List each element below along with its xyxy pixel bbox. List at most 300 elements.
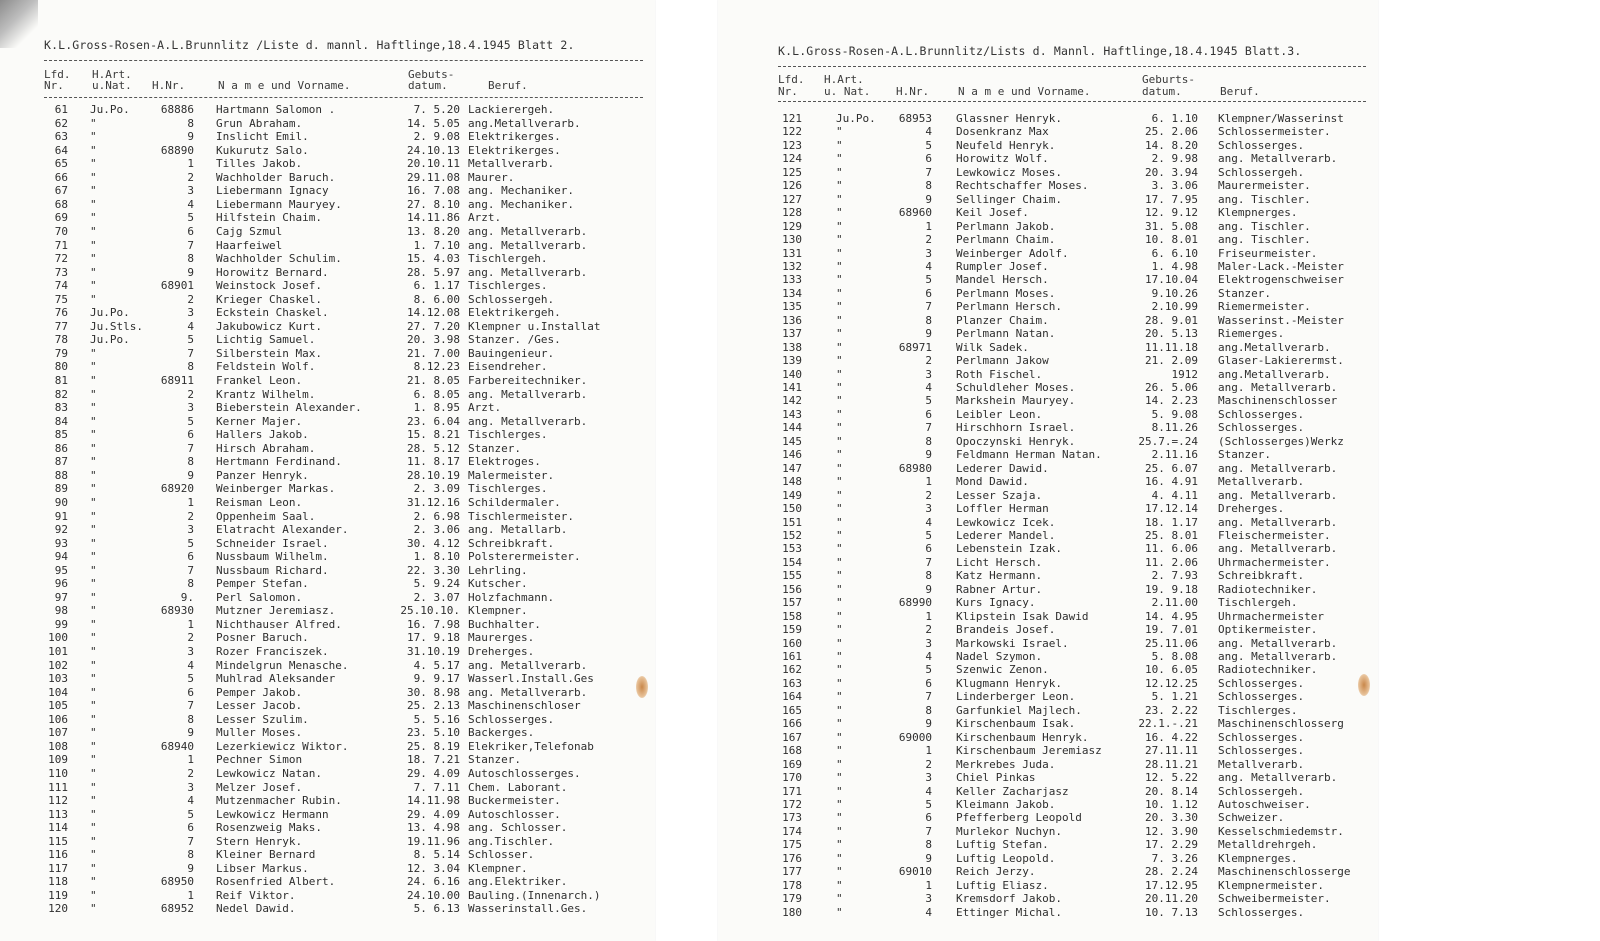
prisoner-number: 8 — [187, 455, 194, 469]
birth-date: 1912 — [1171, 367, 1198, 381]
birth-date: 25. 6.07 — [1145, 461, 1198, 475]
birth-date: 25.10.10. — [400, 604, 460, 618]
row-number: 169 — [782, 757, 802, 771]
table-row — [718, 569, 1378, 582]
prisoner-category: " — [90, 184, 97, 198]
prisoner-category: " — [836, 703, 843, 717]
prisoner-category: " — [90, 753, 97, 767]
row-number: 66 — [54, 170, 68, 184]
table-row — [0, 835, 655, 848]
birth-date: 17.12.95 — [1145, 878, 1198, 892]
table-row — [718, 448, 1378, 461]
prisoner-name: Melzer Josef. — [216, 780, 303, 794]
table-row — [718, 663, 1378, 676]
birth-date: 29. 4.09 — [407, 807, 460, 821]
birth-date: 19. 9.18 — [1145, 582, 1198, 596]
prisoner-category: " — [90, 888, 97, 902]
prisoner-category: " — [836, 730, 843, 744]
prisoner-name: Klugmann Henryk. — [956, 676, 1062, 690]
row-number: 63 — [54, 130, 68, 144]
prisoner-category: " — [836, 582, 843, 596]
row-number: 115 — [48, 834, 68, 848]
prisoner-name: Keil Josef. — [956, 206, 1029, 220]
table-row — [718, 206, 1378, 219]
prisoner-number: 6 — [925, 542, 932, 556]
prisoner-number: 1 — [187, 495, 194, 509]
prisoner-category: " — [836, 811, 843, 825]
prisoner-number: 3 — [187, 306, 194, 320]
prisoner-category: Ju.Po. — [90, 103, 130, 116]
prisoner-category: " — [836, 138, 843, 152]
page-corner-shadow — [0, 0, 38, 48]
table-row — [718, 690, 1378, 703]
prisoner-category: " — [90, 536, 97, 550]
table-row — [0, 360, 655, 373]
prisoner-number: 1 — [925, 744, 932, 758]
prisoner-name: Sellinger Chaim. — [956, 192, 1062, 206]
profession: Tischlerges. — [1218, 703, 1298, 717]
profession: Lehrling. — [468, 563, 528, 577]
table-row — [0, 862, 655, 875]
prisoner-number: 8 — [925, 313, 932, 327]
prisoner-name: Bieberstein Alexander. — [216, 401, 362, 415]
row-number: 91 — [54, 509, 68, 523]
profession: Lackierergeh. — [468, 103, 555, 116]
col-header-gebuts: Gebuts- — [408, 68, 455, 81]
profession: Tischlerges. — [468, 279, 548, 293]
prisoner-name: Planzer Chaim. — [956, 313, 1049, 327]
row-number: 118 — [48, 875, 68, 889]
prisoner-number: 3 — [187, 780, 194, 794]
profession: Elekriker,Telefonab — [468, 739, 594, 753]
birth-date: 2. 7.93 — [1151, 569, 1198, 583]
table-row — [0, 767, 655, 780]
prisoner-category: " — [90, 604, 97, 618]
prisoner-number: 7 — [187, 441, 194, 455]
row-number: 140 — [782, 367, 802, 381]
profession: Autoschlosser. — [468, 807, 561, 821]
prisoner-category: " — [836, 327, 843, 341]
prisoner-number: 3 — [187, 645, 194, 658]
profession: ang. Metallverarb. — [1218, 771, 1338, 785]
prisoner-name: Linderberger Leon. — [956, 690, 1076, 704]
prisoner-number: 69000 — [898, 730, 932, 744]
prisoner-number: 3 — [925, 892, 932, 906]
row-number: 126 — [782, 179, 802, 193]
prisoner-number: 2 — [187, 170, 194, 184]
birth-date: 23. 2.22 — [1145, 703, 1198, 717]
birth-date: 30. 8.98 — [407, 685, 460, 699]
row-number: 103 — [48, 672, 68, 686]
prisoner-category: " — [90, 807, 97, 821]
prisoner-category: " — [90, 360, 97, 374]
profession: Metalldrehrgeh. — [1218, 838, 1318, 852]
prisoner-number: 9. — [180, 590, 194, 604]
prisoner-category: " — [836, 636, 843, 650]
prisoner-category: " — [836, 502, 843, 516]
profession: Arzt. — [468, 401, 502, 415]
profession: ang. Tischler. — [1218, 219, 1311, 233]
prisoner-name: Hilfstein Chaim. — [216, 211, 322, 225]
prisoner-number: 8 — [187, 848, 194, 862]
table-row — [0, 510, 655, 523]
prisoner-number: 3 — [925, 502, 932, 516]
col-header-hnr: H.Nr. — [896, 85, 930, 98]
prisoner-name: Roth Fischel. — [956, 367, 1043, 381]
prisoner-name: Libser Markus. — [216, 861, 309, 875]
birth-date: 5. 9.24 — [413, 577, 460, 591]
table-row — [718, 166, 1378, 179]
row-number: 172 — [782, 797, 802, 811]
prisoner-number: 9 — [925, 192, 932, 206]
prisoner-number: 9 — [187, 468, 194, 482]
row-number: 151 — [782, 515, 802, 529]
birth-date: 6. 1.17 — [413, 279, 460, 293]
birth-date: 2. 9.08 — [413, 130, 460, 144]
prisoner-name: Licht Hersch. — [956, 555, 1043, 569]
profession: Schlosserges. — [1218, 730, 1305, 744]
profession: ang. Metallverarb. — [1218, 381, 1338, 394]
prisoner-category: " — [90, 441, 97, 455]
prisoner-number: 4 — [925, 784, 932, 798]
prisoner-category: " — [90, 509, 97, 523]
prisoner-category: " — [90, 130, 97, 144]
row-number: 73 — [54, 265, 68, 279]
prisoner-category: " — [836, 650, 843, 663]
prisoner-category: " — [836, 838, 843, 852]
birth-date: 2. 3.09 — [413, 482, 460, 496]
prisoner-name: Rechtschaffer Moses. — [956, 179, 1089, 193]
prisoner-number: 4 — [925, 515, 932, 529]
row-number: 180 — [782, 905, 802, 919]
prisoner-name: Markowski Israel. — [956, 636, 1069, 650]
prisoner-name: Feldmann Herman Natan. — [956, 448, 1102, 462]
prisoner-name: Brandeis Josef. — [956, 623, 1056, 637]
birth-date: 21. 8.05 — [407, 374, 460, 387]
prisoner-category: " — [836, 367, 843, 381]
birth-date: 2. 6.98 — [413, 509, 460, 523]
row-number: 113 — [48, 807, 68, 821]
col-header-datum: datum. — [1142, 85, 1182, 98]
prisoner-name: Garfunkiel Majlech. — [956, 703, 1082, 717]
row-number: 160 — [782, 636, 802, 650]
table-row — [0, 211, 655, 224]
profession: Maurer. — [468, 170, 515, 184]
table-row — [718, 637, 1378, 650]
prisoner-category: " — [836, 609, 843, 623]
prisoner-name: Eckstein Chaskel. — [216, 306, 329, 320]
birth-date: 8. 5.14 — [413, 848, 460, 862]
prisoner-number: 3 — [925, 246, 932, 260]
prisoner-number: 4 — [925, 381, 932, 394]
prisoner-name: Rosenfried Albert. — [216, 875, 336, 889]
profession: Wasserinstall.Ges. — [468, 902, 588, 916]
prisoner-name: Tilles Jakob. — [216, 157, 303, 171]
prisoner-category: " — [836, 488, 843, 502]
row-number: 99 — [54, 617, 68, 631]
birth-date: 25. 8.01 — [1145, 528, 1198, 542]
row-number: 174 — [782, 824, 802, 838]
prisoner-name: Krieger Chaskel. — [216, 292, 322, 306]
profession: Maurerges. — [468, 631, 535, 645]
table-row — [0, 482, 655, 495]
birth-date: 29. 4.09 — [407, 766, 460, 780]
prisoner-name: Pemper Stefan. — [216, 577, 309, 591]
prisoner-category: " — [836, 219, 843, 233]
profession: Klempner. — [468, 861, 528, 875]
profession: Uhrmachermeister — [1218, 609, 1324, 623]
prisoner-name: Szenwic Zenon. — [956, 663, 1049, 677]
prisoner-number: 8 — [187, 712, 194, 726]
table-row — [0, 401, 655, 414]
prisoner-category: " — [836, 421, 843, 435]
profession: Elektroges. — [468, 455, 541, 469]
profession: Klempnerges. — [1218, 851, 1298, 865]
table-row — [0, 821, 655, 834]
row-number: 101 — [48, 645, 68, 658]
row-number: 158 — [782, 609, 802, 623]
row-number: 80 — [54, 360, 68, 374]
table-row — [0, 889, 655, 902]
prisoner-category: " — [836, 757, 843, 771]
prisoner-number: 68952 — [160, 902, 194, 916]
prisoner-number: 7 — [187, 699, 194, 713]
table-row — [718, 623, 1378, 636]
birth-date: 27.11.11 — [1145, 744, 1198, 758]
profession: ang. Metallverarb. — [1218, 636, 1338, 650]
row-number: 134 — [782, 286, 802, 300]
prisoner-number: 5 — [187, 672, 194, 686]
profession: Schweizer. — [1218, 811, 1285, 825]
prisoner-name: Horowitz Wolf. — [956, 152, 1049, 166]
profession: Dreherges. — [1218, 502, 1285, 516]
row-number: 75 — [54, 292, 68, 306]
prisoner-number: 5 — [925, 273, 932, 287]
row-number: 116 — [48, 848, 68, 862]
birth-date: 10. 8.01 — [1145, 233, 1198, 247]
birth-date: 6. 6.10 — [1151, 246, 1198, 260]
prisoner-category: " — [90, 265, 97, 279]
prisoner-category: " — [90, 224, 97, 238]
profession: Schlossermeister. — [1218, 125, 1331, 139]
prisoner-name: Leibler Leon. — [956, 407, 1043, 421]
birth-date: 9.10.26 — [1151, 286, 1198, 300]
row-number: 156 — [782, 582, 802, 596]
prisoner-name: Lewkowicz Moses. — [956, 165, 1062, 179]
prisoner-name: Kleimann Jakob. — [956, 797, 1056, 811]
prisoner-number: 1 — [187, 753, 194, 767]
table-row — [718, 314, 1378, 327]
col-header-beruf: Beruf. — [488, 79, 528, 92]
table-row — [718, 435, 1378, 448]
prisoner-number: 6 — [187, 428, 194, 442]
prisoner-name: Wachholder Schulim. — [216, 252, 342, 266]
prisoner-number: 6 — [925, 286, 932, 300]
prisoner-number: 68890 — [160, 143, 194, 157]
row-number: 94 — [54, 550, 68, 564]
profession: ang. Metallverarb. — [1218, 152, 1338, 166]
table-row — [718, 179, 1378, 192]
table-row — [0, 293, 655, 306]
table-row — [718, 825, 1378, 838]
birth-date: 14.11.86 — [407, 211, 460, 225]
prisoner-name: Muller Moses. — [216, 726, 303, 740]
prisoner-number: 6 — [187, 224, 194, 238]
birth-date: 12. 3.04 — [407, 861, 460, 875]
profession: Farbereitechniker. — [468, 374, 588, 387]
row-number: 122 — [782, 125, 802, 139]
prisoner-category: " — [90, 523, 97, 537]
prisoner-name: Elatracht Alexander. — [216, 523, 349, 537]
prisoner-category: " — [90, 428, 97, 442]
prisoner-number: 5 — [187, 333, 194, 347]
birth-date: 25. 8.19 — [407, 739, 460, 753]
table-row — [0, 550, 655, 563]
prisoner-category: " — [836, 555, 843, 569]
profession: Elektrikerges. — [468, 130, 561, 144]
prisoner-number: 9 — [925, 582, 932, 596]
prisoner-name: Lewkowicz Icek. — [956, 515, 1056, 529]
prisoner-name: Luftig Stefan. — [956, 838, 1049, 852]
birth-date: 4. 4.11 — [1151, 488, 1198, 502]
birth-date: 21. 7.00 — [407, 346, 460, 360]
table-row — [0, 157, 655, 170]
birth-date: 14.12.08 — [407, 306, 460, 320]
prisoner-name: Loffler Herman — [956, 502, 1049, 516]
prisoner-category: " — [836, 771, 843, 785]
birth-date: 19. 7.01 — [1145, 623, 1198, 637]
profession: Stanzer. — [468, 753, 521, 767]
birth-date: 5. 9.08 — [1151, 407, 1198, 421]
prisoner-category: " — [836, 878, 843, 892]
birth-date: 24. 6.16 — [407, 875, 460, 889]
profession: Maschinenschlosser — [1218, 394, 1338, 408]
row-number: 88 — [54, 468, 68, 482]
birth-date: 16. 4.22 — [1145, 730, 1198, 744]
prisoner-category: " — [90, 590, 97, 604]
row-number: 77 — [54, 319, 68, 333]
table-row — [718, 394, 1378, 407]
profession: (Schlosserges)Werkz — [1218, 434, 1344, 448]
table-row — [718, 300, 1378, 313]
table-row — [718, 596, 1378, 609]
prisoner-category: " — [90, 157, 97, 171]
prisoner-category: " — [836, 354, 843, 368]
table-row — [718, 811, 1378, 824]
table-row — [718, 852, 1378, 865]
prisoner-category: " — [90, 699, 97, 713]
prisoner-name: Perlmann Jakob. — [956, 219, 1056, 233]
header-rule-bottom — [778, 101, 1366, 102]
prisoner-name: Schneider Israel. — [216, 536, 329, 550]
profession: ang. Metallverarb. — [468, 387, 588, 401]
prisoner-category: " — [90, 631, 97, 645]
prisoner-name: Rumpler Josef. — [956, 259, 1049, 273]
prisoner-category: " — [90, 143, 97, 157]
prisoner-name: Hirsch Abraham. — [216, 441, 316, 455]
birth-date: 21. 2.09 — [1145, 354, 1198, 368]
row-number: 168 — [782, 744, 802, 758]
row-number: 166 — [782, 717, 802, 731]
birth-date: 27. 7.20 — [407, 319, 460, 333]
prisoner-category: " — [836, 448, 843, 462]
prisoner-category: " — [90, 550, 97, 564]
table-row — [0, 875, 655, 888]
prisoner-number: 68980 — [898, 461, 932, 475]
row-number: 102 — [48, 658, 68, 672]
row-number: 167 — [782, 730, 802, 744]
prisoner-category: " — [836, 259, 843, 273]
row-number: 108 — [48, 739, 68, 753]
row-number: 159 — [782, 623, 802, 637]
row-number: 139 — [782, 354, 802, 368]
table-row — [0, 103, 655, 116]
profession: ang. Metallverarb. — [468, 265, 588, 279]
birth-date: 1. 7.10 — [413, 238, 460, 252]
profession: ang. Metallverarb. — [1218, 542, 1338, 556]
profession: Schlosserges. — [1218, 905, 1305, 919]
prisoner-number: 1 — [187, 888, 194, 902]
profession: Elektrikerges. — [468, 143, 561, 157]
birth-date: 11. 6.06 — [1145, 542, 1198, 556]
profession: Tischlerges. — [468, 482, 548, 496]
prisoner-number: 5 — [925, 797, 932, 811]
prisoner-name: Pfefferberg Leopold — [956, 811, 1082, 825]
table-row — [718, 112, 1378, 125]
prisoner-number: 7 — [187, 238, 194, 252]
profession: Stanzer. — [468, 441, 521, 455]
row-number: 110 — [48, 766, 68, 780]
profession: Holzfachmann. — [468, 590, 555, 604]
prisoner-number: 9 — [187, 861, 194, 875]
prisoner-category: Ju.Po. — [90, 333, 130, 347]
table-row — [0, 320, 655, 333]
prisoner-number: 8 — [187, 577, 194, 591]
prisoner-number: 68990 — [898, 596, 932, 610]
prisoner-category: " — [836, 125, 843, 139]
prisoner-number: 5 — [187, 807, 194, 821]
table-row — [718, 368, 1378, 381]
prisoner-name: Klipstein Isak Dawid — [956, 609, 1089, 623]
prisoner-name: Markshein Mauryey. — [956, 394, 1076, 408]
prisoner-category: " — [90, 197, 97, 211]
row-number: 157 — [782, 596, 802, 610]
table-row — [0, 672, 655, 685]
birth-date: 28. 5.97 — [407, 265, 460, 279]
prisoner-number: 3 — [187, 401, 194, 415]
prisoner-name: Hirschhorn Israel. — [956, 421, 1076, 435]
table-row — [0, 388, 655, 401]
table-row — [0, 252, 655, 265]
table-row — [0, 374, 655, 387]
prisoner-name: Hallers Jakob. — [216, 428, 309, 442]
profession: Eisendreher. — [468, 360, 548, 374]
birth-date: 17.10.04 — [1145, 273, 1198, 287]
prisoner-number: 7 — [925, 421, 932, 435]
table-row — [0, 347, 655, 360]
row-number: 85 — [54, 428, 68, 442]
birth-date: 25. 2.13 — [407, 699, 460, 713]
table-row — [0, 618, 655, 631]
prisoner-name: Merkrebes Juda. — [956, 757, 1056, 771]
birth-date: 7. 5.20 — [413, 103, 460, 116]
row-number: 97 — [54, 590, 68, 604]
row-number: 111 — [48, 780, 68, 794]
prisoner-number: 2 — [187, 509, 194, 523]
row-number: 165 — [782, 703, 802, 717]
birth-date: 2. 9.98 — [1151, 152, 1198, 166]
prisoner-number: 8 — [925, 569, 932, 583]
